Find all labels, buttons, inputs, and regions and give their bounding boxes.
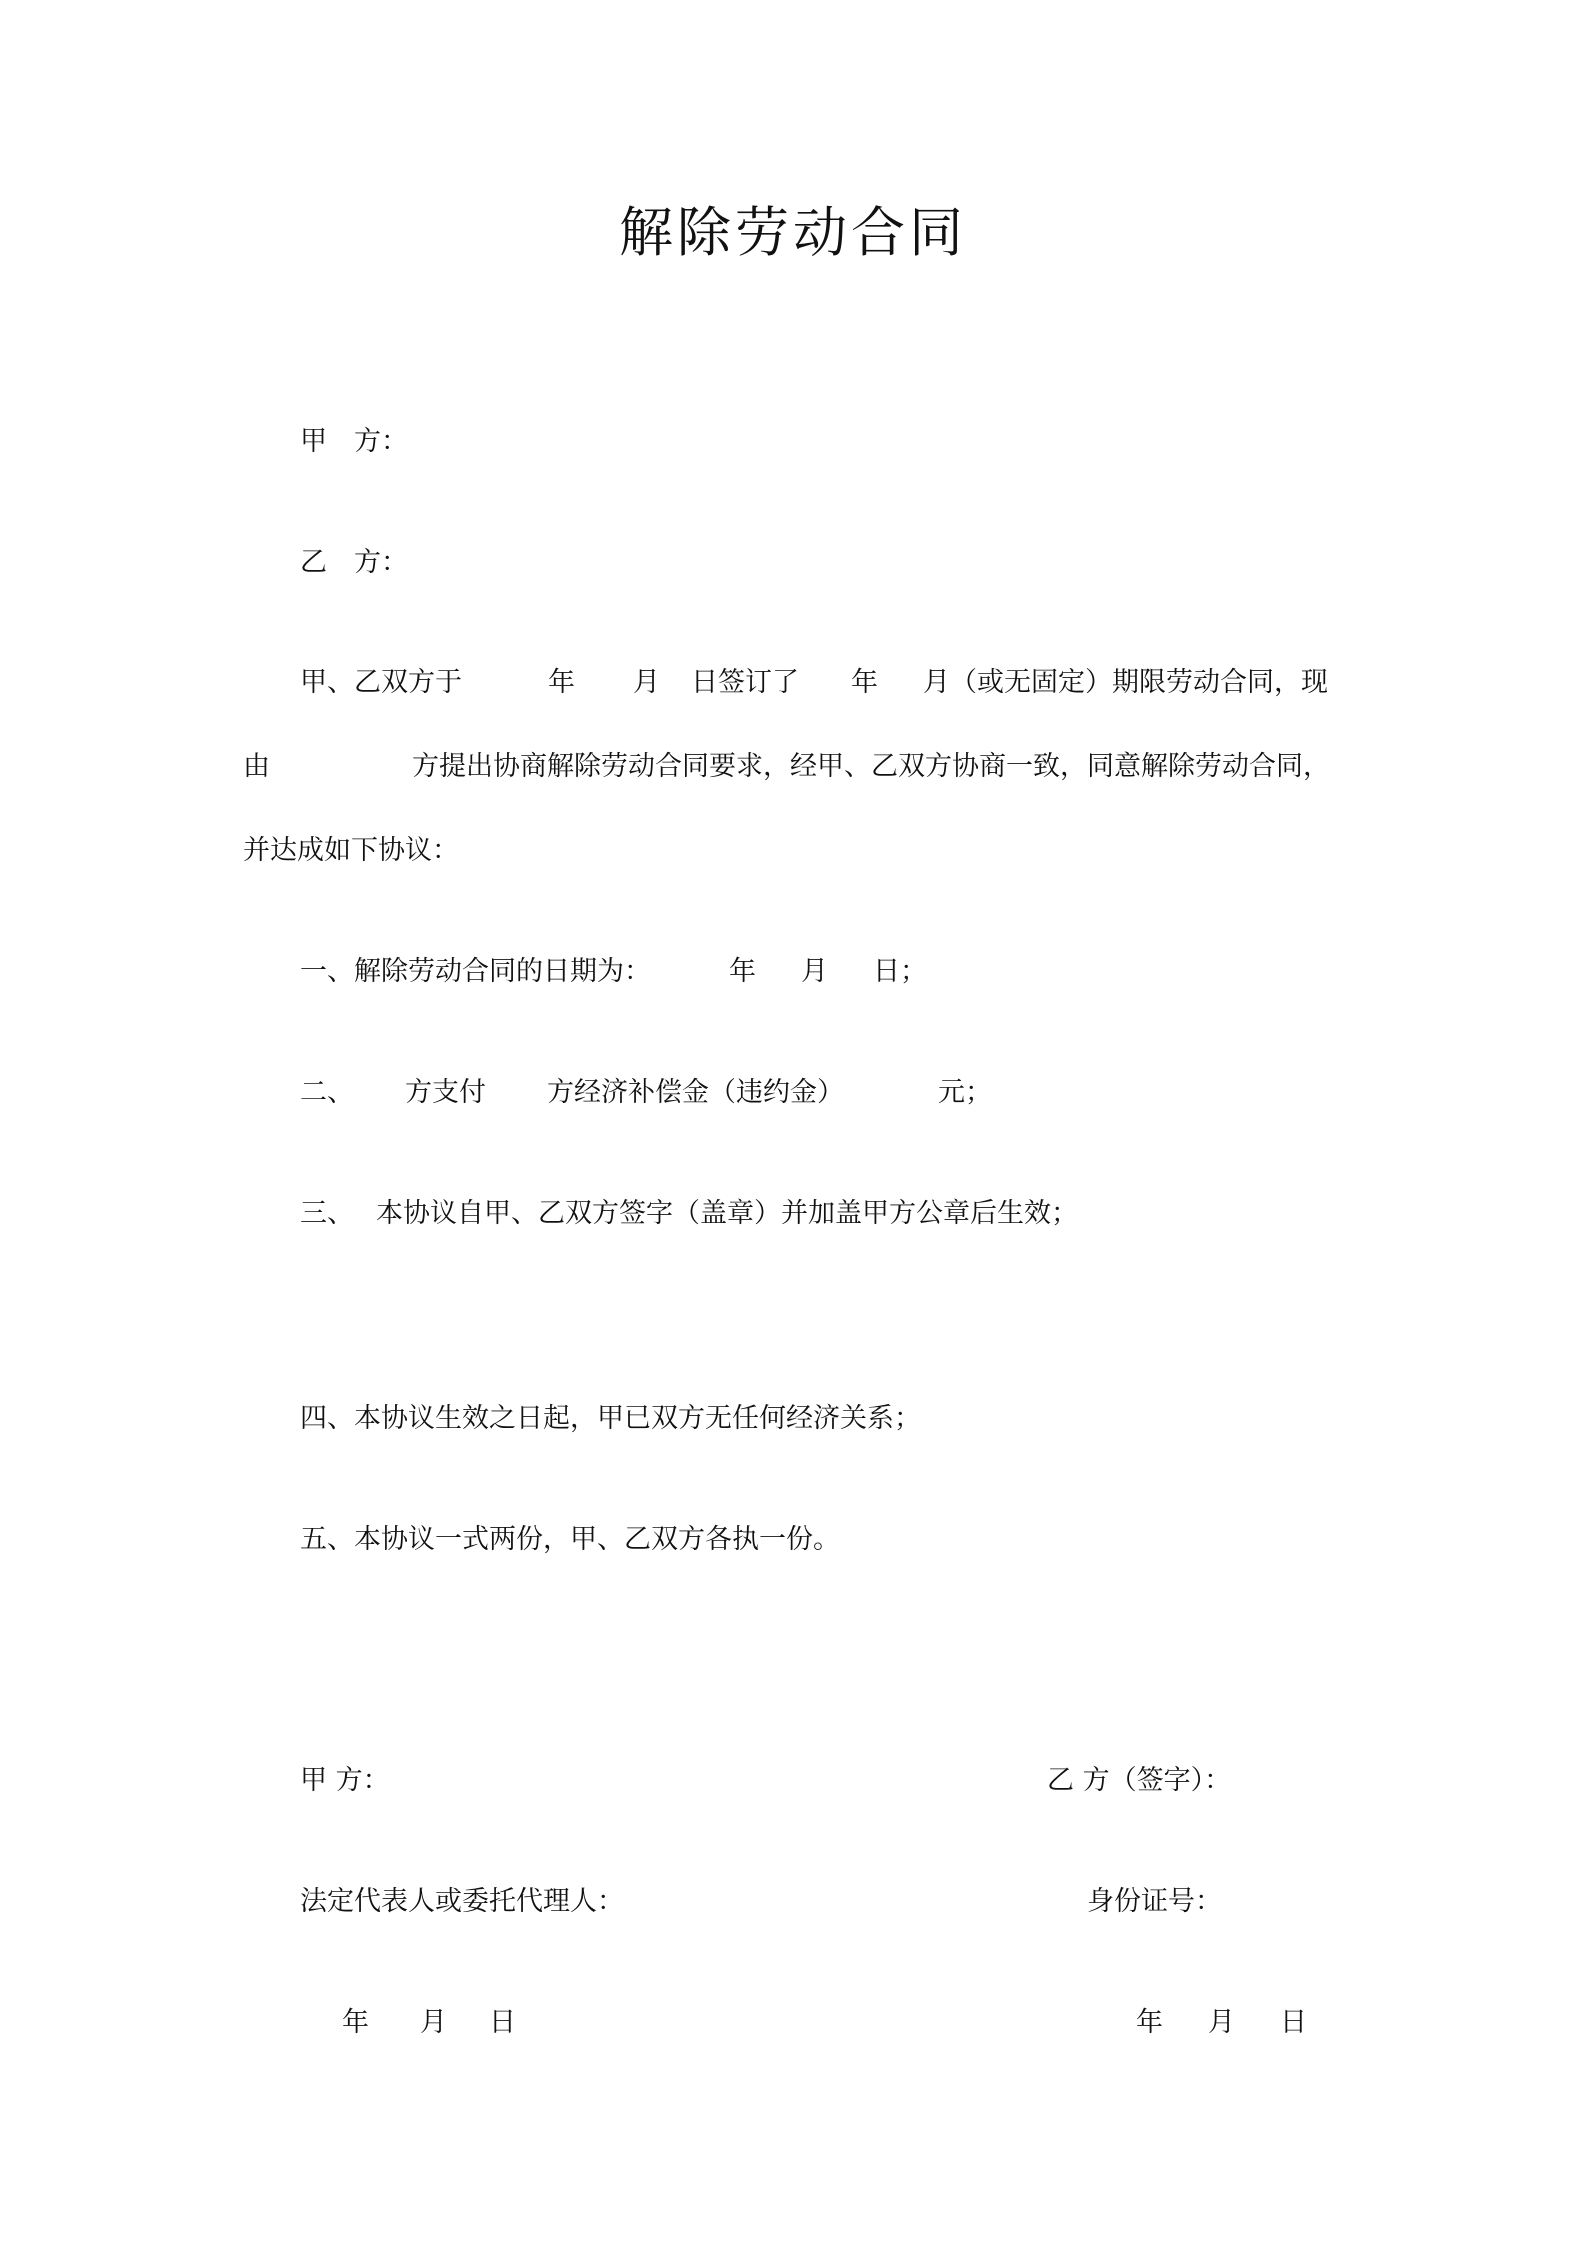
clause-3 bbox=[300, 1194, 1078, 1234]
right-date-year: 年 bbox=[1136, 2007, 1163, 2038]
party-a-label: 甲 方： bbox=[300, 426, 408, 457]
clause-1-month: 月 bbox=[801, 956, 828, 987]
signature-id-number: 身份证号： bbox=[1087, 1886, 1222, 1917]
clause-2-pay: 方支付 bbox=[405, 1077, 486, 1108]
intro-year: 年 bbox=[548, 667, 575, 698]
intro-day-signed: 日签订了 bbox=[691, 667, 799, 698]
intro-line-3: 并达成如下协议： bbox=[243, 835, 459, 866]
clause-2-yuan: 元； bbox=[938, 1077, 992, 1108]
left-date-day: 日 bbox=[489, 2007, 516, 2038]
intro-text-b: 方提出协商解除劳动合同要求，经甲、乙双方协商一致，同意解除劳动合同， bbox=[412, 751, 1330, 782]
clause-2-num: 二、 bbox=[300, 1077, 354, 1108]
clause-5: 五、本协议一式两份，甲、乙双方各执一份。 bbox=[300, 1524, 840, 1555]
signature-left-date bbox=[342, 2003, 516, 2043]
clause-3-text: 本协议自甲、乙双方签字（盖章）并加盖甲方公章后生效； bbox=[376, 1198, 1078, 1229]
party-b-label: 乙 方： bbox=[300, 547, 408, 578]
signature-party-a: 甲 方： bbox=[300, 1765, 390, 1796]
right-date-day: 日 bbox=[1280, 2007, 1307, 2038]
clause-1-text: 一、解除劳动合同的日期为： bbox=[300, 956, 651, 987]
clause-3-num: 三、 bbox=[300, 1198, 354, 1229]
clause-1-year: 年 bbox=[729, 956, 756, 987]
intro-month-2-rest: 月（或无固定）期限劳动合同，现 bbox=[923, 667, 1328, 698]
left-date-year: 年 bbox=[342, 2007, 369, 2038]
intro-year-2: 年 bbox=[851, 667, 878, 698]
clause-1 bbox=[300, 952, 927, 992]
signature-right-date bbox=[1136, 2003, 1307, 2043]
clause-4: 四、本协议生效之日起，甲已双方无任何经济关系； bbox=[300, 1403, 921, 1434]
clause-2-compensation: 方经济补偿金（违约金） bbox=[547, 1077, 844, 1108]
clause-1-day: 日； bbox=[873, 956, 927, 987]
intro-line-1 bbox=[300, 663, 1328, 703]
page-title: 解除劳动合同 bbox=[619, 201, 967, 264]
left-date-month: 月 bbox=[420, 2007, 447, 2038]
intro-text-a: 甲、乙双方于 bbox=[300, 667, 462, 698]
intro-text-you: 由 bbox=[243, 751, 270, 782]
signature-legal-rep: 法定代表人或委托代理人： bbox=[300, 1886, 624, 1917]
clause-2 bbox=[300, 1073, 992, 1113]
signature-party-b: 乙 方（签字）： bbox=[1047, 1765, 1232, 1796]
intro-month: 月 bbox=[633, 667, 660, 698]
right-date-month: 月 bbox=[1208, 2007, 1235, 2038]
intro-line-2 bbox=[243, 747, 1330, 787]
